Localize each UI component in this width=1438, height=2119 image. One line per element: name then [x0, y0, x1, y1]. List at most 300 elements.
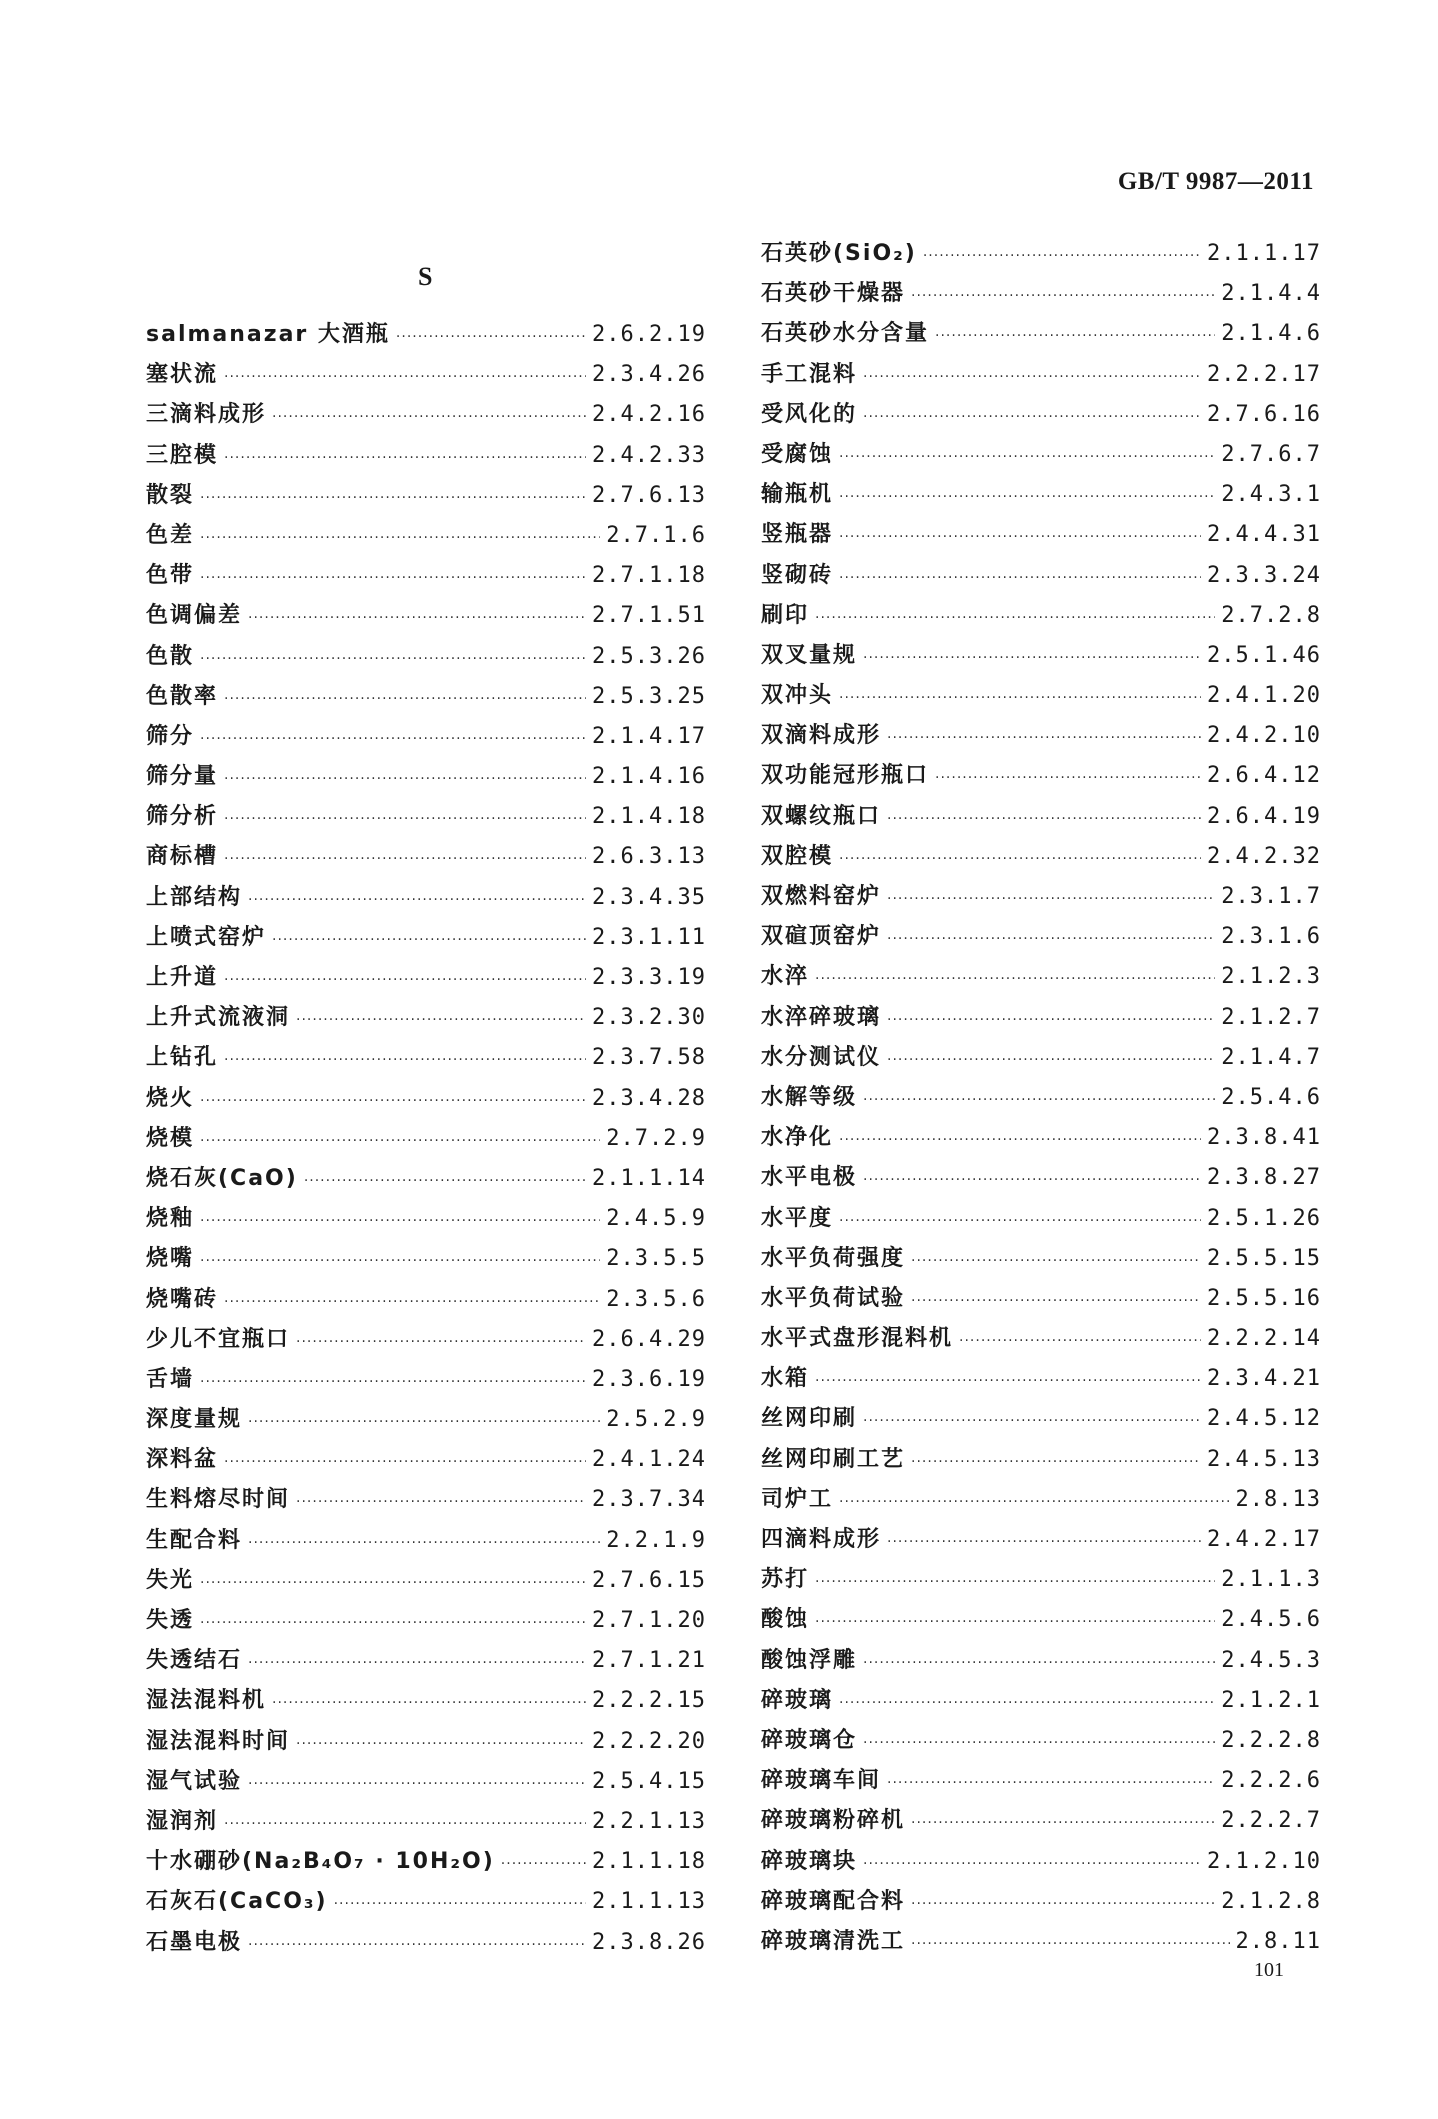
- index-term: 烧模: [146, 1125, 195, 1151]
- dot-leader: [911, 288, 1215, 304]
- index-reference: 2.4.5.13: [1207, 1446, 1321, 1472]
- index-term: 丝网印刷: [761, 1406, 858, 1432]
- index-reference: 2.3.4.28: [592, 1085, 706, 1111]
- index-term: 筛分: [146, 723, 195, 749]
- dot-leader: [248, 610, 586, 626]
- index-term: 烧石灰(CaO): [146, 1165, 298, 1191]
- index-entry: [761, 477, 1321, 517]
- index-entry: [146, 1925, 706, 1965]
- dot-leader: [887, 891, 1215, 907]
- index-reference: 2.1.1.13: [592, 1889, 706, 1915]
- index-term: 刷印: [761, 602, 810, 628]
- index-entry: [146, 1563, 706, 1603]
- index-term: 石英砂水分含量: [761, 321, 930, 347]
- index-entry: [761, 316, 1321, 356]
- index-term: 色差: [146, 522, 195, 548]
- index-entry: [146, 960, 706, 1000]
- index-reference: 2.2.2.17: [1207, 361, 1321, 387]
- index-term: 水净化: [761, 1125, 834, 1151]
- dot-leader: [224, 450, 586, 466]
- dot-leader: [248, 1535, 600, 1551]
- index-reference: 2.1.4.4: [1221, 281, 1321, 307]
- index-term: 竖砌砖: [761, 562, 834, 588]
- index-entry: [761, 1160, 1321, 1200]
- index-entry: [146, 1402, 706, 1442]
- index-entry: [146, 839, 706, 879]
- index-term: 水平度: [761, 1205, 834, 1231]
- index-reference: 2.2.1.13: [592, 1808, 706, 1834]
- dot-leader: [200, 1575, 586, 1591]
- index-term: 失光: [146, 1567, 195, 1593]
- index-reference: 2.2.1.9: [606, 1527, 706, 1553]
- index-term: 双螺纹瓶口: [761, 803, 882, 829]
- dot-leader: [839, 1213, 1201, 1229]
- standard-code-header: GB/T 9987—2011: [1117, 168, 1314, 195]
- dot-leader: [815, 1614, 1215, 1630]
- index-entry: [146, 1121, 706, 1161]
- dot-leader: [224, 972, 586, 988]
- index-term: 烧嘴: [146, 1246, 195, 1272]
- index-entry: [761, 1884, 1321, 1924]
- index-entry: [146, 1282, 706, 1322]
- index-term: 水平负荷强度: [761, 1245, 906, 1271]
- dot-leader: [200, 1615, 586, 1631]
- dot-leader: [839, 851, 1201, 867]
- index-term: 湿法混料时间: [146, 1728, 291, 1754]
- dot-leader: [887, 1052, 1215, 1068]
- dot-leader: [923, 248, 1201, 264]
- index-term: 酸蚀: [761, 1607, 810, 1633]
- index-reference: 2.2.2.15: [592, 1688, 706, 1714]
- dot-leader: [248, 1937, 586, 1953]
- index-term: 深度量规: [146, 1407, 243, 1433]
- index-term: 水平式盘形混料机: [761, 1326, 954, 1352]
- index-entry: [146, 679, 706, 719]
- index-term: 水分测试仪: [761, 1044, 882, 1070]
- index-reference: 2.5.1.26: [1207, 1205, 1321, 1231]
- index-entry: [146, 1724, 706, 1764]
- index-reference: 2.1.1.3: [1221, 1567, 1321, 1593]
- index-entry: [146, 1000, 706, 1040]
- index-reference: 2.4.1.24: [592, 1447, 706, 1473]
- index-term: 水箱: [761, 1366, 810, 1392]
- index-reference: 2.3.3.24: [1207, 562, 1321, 588]
- index-entry: [146, 1603, 706, 1643]
- index-term: 三滴料成形: [146, 402, 267, 428]
- index-entry: [761, 1281, 1321, 1321]
- index-term: 商标槽: [146, 844, 219, 870]
- index-reference: 2.2.2.14: [1207, 1326, 1321, 1352]
- dot-leader: [887, 811, 1201, 827]
- dot-leader: [863, 409, 1201, 425]
- index-term: 色散: [146, 643, 195, 669]
- index-term: 色带: [146, 563, 195, 589]
- index-reference: 2.4.2.16: [592, 402, 706, 428]
- index-reference: 2.2.2.20: [592, 1728, 706, 1754]
- index-term: 酸蚀浮雕: [761, 1647, 858, 1673]
- index-entry: [761, 517, 1321, 557]
- dot-leader: [334, 1896, 586, 1912]
- index-entry: [761, 638, 1321, 678]
- dot-leader: [224, 851, 586, 867]
- dot-leader: [200, 1133, 600, 1149]
- index-entry: [146, 1322, 706, 1362]
- index-reference: 2.7.1.20: [592, 1608, 706, 1633]
- index-reference: 2.4.2.32: [1207, 843, 1321, 869]
- index-entry: [146, 880, 706, 920]
- index-reference: 2.4.5.9: [606, 1206, 706, 1232]
- index-entry: [761, 839, 1321, 879]
- dot-leader: [200, 1374, 586, 1390]
- dot-leader: [200, 1093, 586, 1109]
- index-term: 生配合料: [146, 1527, 243, 1553]
- index-term: 湿润剂: [146, 1808, 219, 1834]
- dot-leader: [815, 971, 1215, 987]
- index-reference: 2.7.1.6: [606, 522, 706, 548]
- dot-leader: [863, 1172, 1201, 1188]
- index-term: 烧嘴砖: [146, 1286, 219, 1312]
- index-entry: [146, 920, 706, 960]
- index-reference: 2.1.1.18: [592, 1849, 706, 1875]
- index-entry: [761, 959, 1321, 999]
- index-reference: 2.5.1.46: [1207, 642, 1321, 668]
- index-entry: [146, 1683, 706, 1723]
- index-reference: 2.4.3.1: [1221, 482, 1321, 508]
- dot-leader: [224, 1294, 600, 1310]
- index-reference: 2.4.4.31: [1207, 522, 1321, 548]
- index-entry: [761, 1040, 1321, 1080]
- index-term: 碎玻璃块: [761, 1848, 858, 1874]
- dot-leader: [839, 529, 1201, 545]
- index-reference: 2.7.1.18: [592, 563, 706, 589]
- index-term: 司炉工: [761, 1486, 834, 1512]
- index-reference: 2.3.1.7: [1221, 884, 1321, 909]
- dot-leader: [863, 1413, 1201, 1429]
- dot-leader: [296, 1012, 586, 1028]
- index-term: 三腔模: [146, 442, 219, 468]
- page-number: 101: [1254, 1959, 1284, 1981]
- index-entry: [146, 1643, 706, 1683]
- index-entry: [761, 437, 1321, 477]
- index-term: 石墨电极: [146, 1929, 243, 1955]
- dot-leader: [911, 1293, 1201, 1309]
- index-entry: [761, 718, 1321, 758]
- index-reference: 2.7.6.7: [1221, 441, 1321, 467]
- index-term: 湿法混料机: [146, 1688, 267, 1714]
- index-reference: 2.1.2.1: [1221, 1687, 1321, 1713]
- dot-leader: [839, 570, 1201, 586]
- index-entry: [761, 879, 1321, 919]
- index-reference: 2.2.2.8: [1221, 1727, 1321, 1753]
- dot-leader: [863, 1655, 1215, 1671]
- index-term: 丝网印刷工艺: [761, 1446, 906, 1472]
- index-term: 少儿不宜瓶口: [146, 1326, 291, 1352]
- index-reference: 2.3.8.26: [592, 1929, 706, 1955]
- index-entry: [761, 1401, 1321, 1441]
- dot-leader: [272, 409, 586, 425]
- index-term: 上喷式窑炉: [146, 924, 267, 950]
- index-reference: 2.3.2.30: [592, 1005, 706, 1031]
- index-term: 上部结构: [146, 884, 243, 910]
- index-entry: [761, 1803, 1321, 1843]
- index-term: 塞状流: [146, 362, 219, 388]
- index-term: 水平电极: [761, 1165, 858, 1191]
- index-term: 碎玻璃清洗工: [761, 1928, 906, 1954]
- index-reference: 2.4.2.33: [592, 442, 706, 468]
- index-term: 上钻孔: [146, 1045, 219, 1071]
- index-reference: 2.7.2.9: [606, 1125, 706, 1151]
- index-term: 筛分量: [146, 764, 219, 790]
- index-term: 碎玻璃配合料: [761, 1888, 906, 1914]
- index-reference: 2.5.4.15: [592, 1768, 706, 1794]
- dot-leader: [296, 1494, 586, 1510]
- index-entry: [761, 357, 1321, 397]
- index-term: 石灰石(CaCO₃): [146, 1889, 328, 1915]
- dot-leader: [200, 651, 586, 667]
- index-reference: 2.6.2.19: [592, 322, 706, 347]
- dot-leader: [200, 1253, 600, 1269]
- index-term: 双碹顶窑炉: [761, 924, 882, 950]
- index-entry: [761, 799, 1321, 839]
- index-reference: 2.7.6.13: [592, 482, 706, 508]
- index-entry: [761, 1723, 1321, 1763]
- index-term: 色散率: [146, 683, 219, 709]
- index-reference: 2.7.1.51: [592, 603, 706, 629]
- index-term: 竖瓶器: [761, 522, 834, 548]
- index-entry: [761, 919, 1321, 959]
- index-term: 碎玻璃: [761, 1687, 834, 1713]
- index-term: 双冲头: [761, 683, 834, 709]
- index-term: salmanazar 大酒瓶: [146, 322, 390, 347]
- index-entry: [146, 478, 706, 518]
- index-entry: [761, 1080, 1321, 1120]
- index-term: 上升式流液洞: [146, 1005, 291, 1031]
- index-term: 深料盆: [146, 1447, 219, 1473]
- index-reference: 2.3.8.41: [1207, 1125, 1321, 1151]
- index-term: 双叉量规: [761, 642, 858, 668]
- index-reference: 2.1.2.7: [1221, 1004, 1321, 1030]
- dot-leader: [200, 731, 586, 747]
- index-term: 散裂: [146, 482, 195, 508]
- dot-leader: [296, 1334, 586, 1350]
- dot-leader: [815, 610, 1215, 626]
- index-term: 十水硼砂(Na₂B₄O₇ · 10H₂O): [146, 1849, 495, 1875]
- index-term: 水淬碎玻璃: [761, 1004, 882, 1030]
- index-entry: [761, 1442, 1321, 1482]
- dot-leader: [248, 1655, 586, 1671]
- dot-leader: [200, 1213, 600, 1229]
- index-reference: 2.1.4.6: [1221, 321, 1321, 347]
- dot-leader: [839, 1695, 1215, 1711]
- index-term: 水平负荷试验: [761, 1285, 906, 1311]
- index-reference: 2.5.5.16: [1207, 1285, 1321, 1311]
- index-reference: 2.4.1.20: [1207, 683, 1321, 709]
- index-entry: [146, 1362, 706, 1402]
- dot-leader: [224, 1052, 586, 1068]
- index-reference: 2.8.11: [1235, 1928, 1321, 1954]
- index-entry: [146, 1804, 706, 1844]
- index-entry: [146, 1081, 706, 1121]
- dot-leader: [248, 1414, 600, 1430]
- index-entry: [761, 558, 1321, 598]
- index-term: 碎玻璃车间: [761, 1768, 882, 1794]
- index-term: 双滴料成形: [761, 723, 882, 749]
- index-entry: [761, 1602, 1321, 1642]
- index-entry: [761, 1000, 1321, 1040]
- dot-leader: [296, 1736, 586, 1752]
- index-reference: 2.7.1.21: [592, 1648, 706, 1674]
- index-reference: 2.1.1.14: [592, 1165, 706, 1191]
- index-term: 色调偏差: [146, 603, 243, 629]
- index-reference: 2.5.3.26: [592, 643, 706, 669]
- index-term: 石英砂干燥器: [761, 281, 906, 307]
- index-entry: [146, 598, 706, 638]
- dot-leader: [272, 932, 586, 948]
- dot-leader: [224, 771, 586, 787]
- index-reference: 2.6.3.13: [592, 844, 706, 870]
- dot-leader: [911, 1936, 1230, 1952]
- dot-leader: [224, 1816, 586, 1832]
- index-reference: 2.3.8.27: [1207, 1165, 1321, 1191]
- index-reference: 2.3.1.6: [1221, 924, 1321, 950]
- dot-leader: [887, 1534, 1201, 1550]
- index-reference: 2.3.3.19: [592, 965, 706, 990]
- dot-leader: [200, 490, 586, 506]
- index-term: 失透: [146, 1608, 195, 1633]
- index-reference: 2.3.5.6: [606, 1286, 706, 1312]
- index-entry: [761, 1522, 1321, 1562]
- index-reference: 2.1.2.10: [1207, 1848, 1321, 1874]
- index-entry: [146, 1764, 706, 1804]
- index-entry: [761, 598, 1321, 638]
- index-entry: [761, 1924, 1321, 1964]
- index-term: 舌墙: [146, 1366, 195, 1392]
- index-entry: [761, 1643, 1321, 1683]
- dot-leader: [887, 1775, 1215, 1791]
- dot-leader: [911, 1815, 1215, 1831]
- dot-leader: [224, 369, 586, 385]
- index-reference: 2.7.6.16: [1207, 401, 1321, 427]
- index-entry: [146, 1040, 706, 1080]
- index-entry: [761, 1482, 1321, 1522]
- dot-leader: [839, 1494, 1230, 1510]
- dot-leader: [248, 892, 586, 908]
- index-reference: 2.3.4.35: [592, 884, 706, 910]
- index-entry: [761, 758, 1321, 798]
- index-reference: 2.6.4.19: [1207, 803, 1321, 829]
- index-reference: 2.3.7.58: [592, 1045, 706, 1071]
- index-term: 双燃料窑炉: [761, 884, 882, 909]
- index-term: 湿气试验: [146, 1768, 243, 1794]
- dot-leader: [959, 1333, 1201, 1349]
- index-term: 碎玻璃粉碎机: [761, 1808, 906, 1834]
- index-entry: [146, 558, 706, 598]
- index-reference: 2.5.3.25: [592, 683, 706, 709]
- index-term: 受风化的: [761, 401, 858, 427]
- index-reference: 2.6.4.12: [1207, 763, 1321, 789]
- index-reference: 2.1.4.17: [592, 723, 706, 749]
- index-reference: 2.1.4.18: [592, 804, 706, 830]
- index-term: 石英砂(SiO₂): [761, 241, 917, 266]
- index-entry: [761, 276, 1321, 316]
- index-reference: 2.1.2.8: [1221, 1888, 1321, 1914]
- index-entry: [146, 438, 706, 478]
- index-reference: 2.3.1.11: [592, 924, 706, 950]
- dot-leader: [304, 1173, 586, 1189]
- index-term: 筛分析: [146, 804, 219, 830]
- index-entry: [761, 1683, 1321, 1723]
- index-reference: 2.3.5.5: [606, 1246, 706, 1272]
- dot-leader: [815, 1373, 1201, 1389]
- dot-leader: [863, 1092, 1215, 1108]
- index-entry: [146, 317, 706, 357]
- index-column-right: [761, 236, 1321, 1964]
- index-term: 失透结石: [146, 1648, 243, 1674]
- dot-leader: [863, 369, 1201, 385]
- index-entry: [146, 397, 706, 437]
- dot-leader: [911, 1253, 1201, 1269]
- index-reference: 2.7.6.15: [592, 1567, 706, 1593]
- index-reference: 2.4.2.17: [1207, 1527, 1321, 1552]
- index-reference: 2.3.7.34: [592, 1487, 706, 1513]
- dot-leader: [887, 931, 1215, 947]
- index-entry: [146, 639, 706, 679]
- index-term: 输瓶机: [761, 482, 834, 508]
- dot-leader: [200, 530, 600, 546]
- dot-leader: [935, 770, 1201, 786]
- dot-leader: [839, 1132, 1201, 1148]
- index-reference: 2.3.4.21: [1207, 1366, 1321, 1392]
- index-entry: [146, 1884, 706, 1924]
- dot-leader: [815, 1574, 1215, 1590]
- index-entry: [146, 1482, 706, 1522]
- index-reference: 2.2.2.6: [1221, 1768, 1321, 1794]
- dot-leader: [887, 1012, 1215, 1028]
- index-term: 烧釉: [146, 1206, 195, 1232]
- section-letter: S: [418, 262, 433, 291]
- index-reference: 2.1.1.17: [1207, 241, 1321, 266]
- index-entry: [146, 1161, 706, 1201]
- index-entry: [146, 799, 706, 839]
- index-reference: 2.7.2.8: [1221, 602, 1321, 628]
- dot-leader: [248, 1776, 586, 1792]
- index-reference: 2.5.2.9: [606, 1407, 706, 1433]
- index-entry: [761, 1844, 1321, 1884]
- index-reference: 2.3.4.26: [592, 362, 706, 388]
- dot-leader: [839, 489, 1215, 505]
- index-entry: [761, 1361, 1321, 1401]
- dot-leader: [839, 449, 1215, 465]
- index-term: 水解等级: [761, 1084, 858, 1110]
- index-term: 烧火: [146, 1085, 195, 1111]
- index-entry: [761, 1562, 1321, 1602]
- index-entry: [146, 759, 706, 799]
- index-reference: 2.5.5.15: [1207, 1245, 1321, 1271]
- index-entry: [761, 678, 1321, 718]
- index-term: 上升道: [146, 965, 219, 990]
- index-entry: [146, 357, 706, 397]
- index-reference: 2.8.13: [1235, 1486, 1321, 1512]
- index-reference: 2.1.4.7: [1221, 1044, 1321, 1070]
- index-entry: [146, 719, 706, 759]
- index-term: 水淬: [761, 964, 810, 990]
- index-reference: 2.4.2.10: [1207, 723, 1321, 749]
- index-entry: [146, 1201, 706, 1241]
- index-column-left: [146, 317, 706, 1965]
- index-term: 苏打: [761, 1567, 810, 1593]
- index-reference: 2.3.6.19: [592, 1366, 706, 1392]
- index-term: 手工混料: [761, 361, 858, 387]
